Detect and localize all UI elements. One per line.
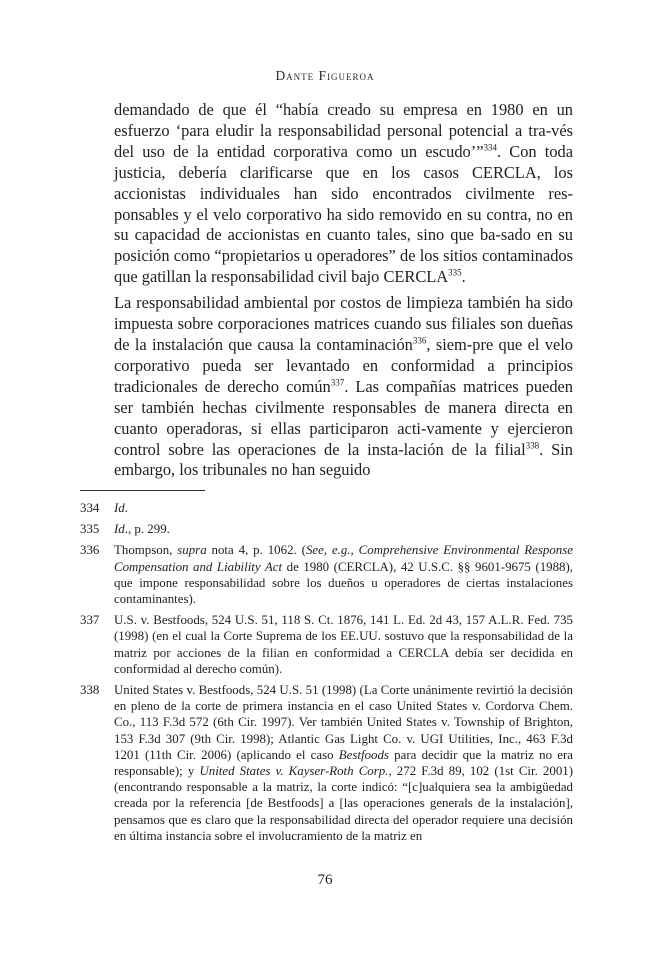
footnote-italic-span: supra [177, 543, 207, 558]
footnote [80, 500, 573, 516]
footnote-ref-337[interactable]: 337 [330, 377, 345, 388]
footnote-text [114, 682, 573, 844]
footnote-divider [80, 490, 205, 491]
text-span: . Con toda justicia, debería clarificarse que en los casos CERCLA, los accionistas individuales han sido encontrados civilmente res-ponsables y el velo corporativo ha sido removido en su contra, no en su capacidad de accionistas en cuanto tales, sino que ba-sado en su posición como “propietarios u operadores” de los sitios contaminados que gatillan la responsabilidad civil bajo CERCLA [114, 141, 573, 287]
body-text [114, 100, 573, 481]
footnote-text [114, 500, 573, 516]
footnote-span: ., p. 299. [124, 522, 170, 537]
footnote [80, 682, 573, 844]
footnote-number: 336 [80, 543, 100, 558]
footnote [80, 521, 573, 537]
footnote-span: , 272 F.3d 89, 102 (1st Cir. 2001)(encontrando responsable a la matriz, la corte indicó: “[c]ualquiera sea la ambigüedad creada por la referencia [de Bestfoods] a [las operaciones generals de la instalación], pensamos que es claro que la responsabilidad directa del operador requiere una decisión en última instancia sobre el involucramiento de la matriz en [114, 764, 573, 843]
footnote-italic-span: Bestfoods [338, 747, 389, 762]
footnote-span: U.S. v. Bestfoods, 524 U.S. 51, 118 S. Ct. 1876, 141 L. Ed. 2d 43, 157 A.L.R. Fed. 735 (1998) (en el cual la Corte Suprema de los EE.UU. sostuvo que la responsabilidad de la matriz por acciones de la filian en conformidad a CERCLA debía ser decidida en conformidad al derecho común). [114, 613, 573, 676]
footnote-span: Thompson, [114, 543, 178, 558]
running-head: Dante Figueroa [275, 68, 375, 83]
footnote-span: de 1980 (CERCLA), 42 U.S.C. §§ 9601-9675 (1988), que impone responsabilidad sobre los dueños u operadores de ciertas instalaciones contaminantes). [114, 559, 573, 607]
footnote-span: . [124, 501, 128, 515]
footnote-text [114, 612, 573, 677]
text-span: demandado de que él “había creado su empresa en 1980 en un esfuerzo ‘para eludir la responsabilidad personal potencial a tra-vés del uso de la entidad corporativa como un escudo’” [114, 100, 573, 161]
footnotes [80, 500, 573, 849]
footnote-span: para decidir que la matriz no era responsable); y [114, 747, 573, 779]
footnote-number: 338 [80, 683, 100, 698]
footnote [80, 542, 573, 607]
footnote-number: 337 [80, 613, 100, 628]
footnote-text [114, 542, 573, 607]
footnote-number: 334 [80, 501, 100, 515]
footnote-ref-334[interactable]: 334 [483, 142, 497, 153]
text-span: . Las compañías matrices pueden ser también hechas civilmente responsables de manera directa en cuanto operadoras, si ellas participaron acti-vamente y ejercieron control sobre las operaciones de la insta-lación de la filial [114, 376, 573, 459]
footnote-ref-338[interactable]: 338 [525, 440, 540, 451]
footnote-italic-span: Id [114, 522, 125, 537]
text-span: . [461, 267, 466, 287]
footnote [80, 612, 573, 677]
text-span: , siem-pre que el velo corporativo pueda ser levantado en conformidad a principios tradicionales de derecho común [114, 334, 573, 396]
text-span: . Sin embargo, los tribunales no han seguido [114, 439, 573, 480]
footnote-ref-335[interactable]: 335 [448, 267, 462, 278]
footnote-italic-span: Id [114, 501, 125, 515]
paragraph-2 [114, 293, 573, 481]
paragraph-1 [114, 100, 573, 288]
footnote-italic-span: See, e.g., Comprehensive Environmental Response Compensation and Liability Act [114, 543, 573, 574]
footnote-number: 335 [80, 522, 100, 537]
footnote-span: nota 4, p. 1062. ( [206, 543, 306, 558]
text-span: La responsabilidad ambiental por costos de limpieza también ha sido impuesta sobre corporaciones matrices cuando sus filiales son dueñas de la instalación que causa la contaminación [114, 293, 573, 354]
footnote-text [114, 521, 573, 537]
page-number: 76 [317, 872, 333, 888]
footnote-ref-336[interactable]: 336 [412, 335, 427, 346]
footnote-italic-span: United States v. Kayser-Roth Corp. [199, 764, 389, 779]
footnote-span: United States v. Bestfoods, 524 U.S. 51 (1998) (La Corte unánimente revirtió la decisión en pleno de la corte de primera instancia en el caso United States v. Cordorva Chem. Co., 113 F.3d 572 (6th Cir. 1997). Ver también United States v. Township of Brighton, 153 F.3d 307 (9th Cir. 1998); Atlantic Gas Light Co. v. UGI Utilities, Inc., 463 F.3d 1201 (11th Cir. 2006) (aplicando el caso [114, 683, 573, 762]
